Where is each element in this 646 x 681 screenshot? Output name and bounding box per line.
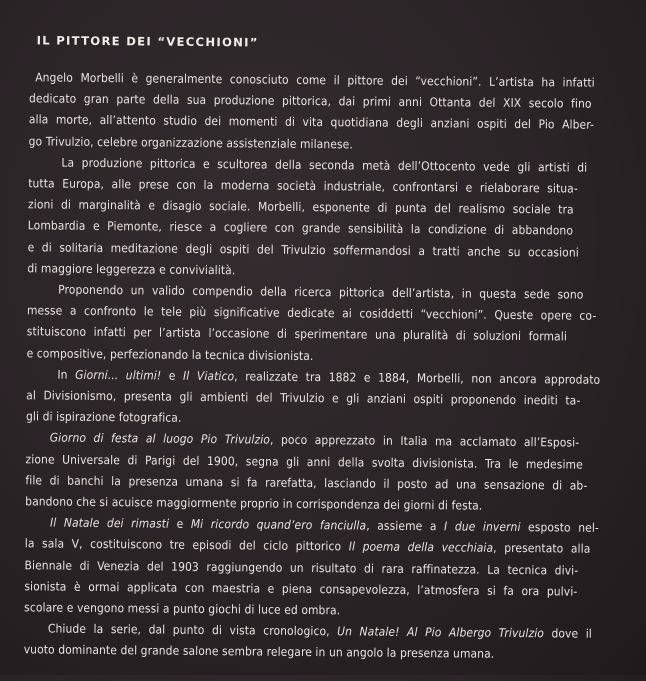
text-run: e (169, 516, 191, 532)
text-run: zioni di marginalità e disagio sociale. Morbelli, esponente di punta del realismo sociale tra (27, 197, 574, 217)
text-run: sionista è ormai applicata con maestria e piena consapevolezza, l’atmosfera si fa ora pulvi- (24, 579, 578, 599)
text-line (28, 112, 595, 133)
text-run: messe a confronto le tele più significative dedicate ai cosiddetti “vecchioni”. Queste opere co- (26, 303, 597, 323)
artwork-title: Giorni... ultimi! (75, 367, 162, 383)
text-line (25, 496, 482, 512)
text-line (27, 239, 579, 260)
text-line (49, 430, 580, 450)
text-run: stituiscono infatti per l’artista l’occasione di sperimentare una pluralità di soluzioni formali (26, 324, 568, 344)
text-run: file di banchi la presenza umana si fa rarefatta, lasciando il posto ad una sensazione di ab- (25, 473, 588, 493)
text-run: In (57, 367, 76, 382)
text-line (24, 581, 577, 598)
text-run: La produzione pittorica e scultorea della seconda metà dell’Ottocento vede gli artisti di (61, 155, 588, 175)
text-run: e compositive, perfezionando la tecnica divisionista. (26, 345, 314, 363)
text-run: vuoto dominante del grande salone sembra relegare in un angolo la presenza umana. (23, 642, 495, 662)
text-line (35, 72, 595, 89)
artwork-title: Giorno di festa al luogo Pio Trivulzio (49, 430, 271, 448)
artwork-title: Il Viatico (182, 368, 235, 384)
text-line (28, 199, 574, 216)
text-line (23, 642, 495, 662)
text-run: bandono che si acuisce maggiormente proprio in corrispondenza dei giorni di festa. (25, 494, 483, 513)
text-run: scolare e vengono messi a punto giochi di luce ed ombra. (24, 600, 341, 618)
text-run: , assieme a (366, 518, 445, 534)
text-line (26, 390, 580, 407)
text-line (58, 282, 584, 302)
text-run: e di solitaria meditazione degli ospiti del Trivulzio soffermandosi a tratti anche su occasioni (27, 239, 579, 260)
text-run: di maggiore leggerezza e convivialità. (27, 261, 236, 278)
text-line (26, 324, 568, 344)
text-line (57, 369, 600, 386)
text-line (29, 93, 592, 110)
text-run: esposto nel- (520, 520, 599, 535)
text-run: gli di ispirazione fotografica. (25, 409, 182, 425)
text-run: , presentato alla (493, 541, 591, 557)
text-run: go Trivulzio, celebre organizzazione assistenziale milanese. (28, 133, 353, 151)
text-run: zione Universale di Parigi del 1900, segna gli anni della svolta divisionista. Tra le medesime (25, 451, 583, 472)
text-run: tutta Europa, alle prese con la moderna società industriale, confrontarsi e rielaborare situa- (28, 176, 578, 196)
text-line (24, 602, 340, 617)
text-run: dedicato gran parte della sua produzione pittorica, dai primi anni Ottanta del XIX secolo fino (28, 91, 592, 111)
artwork-title: Il poema della vecchiaia (348, 539, 494, 556)
text-run: Angelo Morbelli è generalmente conosciuto come il pittore dei “vecchioni”. L’artista ha infatti (35, 70, 595, 90)
text-line (26, 411, 182, 424)
artwork-title: Mi ricordo quand’ero fanciulla (190, 517, 367, 533)
panel-title: IL PITTORE DEI “VECCHIONI” (36, 33, 259, 50)
text-run: Lombardia e Piemonte, riesce a cogliere con grande sensibilità la condizione di abbandono (27, 218, 574, 238)
text-run: , poco apprezzato in Italia ma acclamato all’Esposi- (269, 433, 580, 450)
text-line (27, 263, 235, 277)
text-line (26, 345, 314, 363)
text-line (27, 305, 596, 322)
artwork-title: Il Natale dei rimasti (49, 515, 170, 531)
artwork-title: I due inverni (444, 519, 521, 535)
text-run: dove il (543, 626, 593, 641)
text-line (28, 178, 578, 195)
text-line (49, 515, 599, 535)
artwork-title: Un Natale! Al Pio Albergo Trivulzio (337, 624, 545, 641)
text-run: la sala V, costituiscono tre episodi del ciclo pittorico (24, 536, 349, 554)
text-line (24, 557, 579, 578)
text-run: e (161, 368, 184, 383)
text-run: al Divisionismo, presenta gli ambienti del Trivulzio e gli anziani ospiti proponendo inediti ta- (26, 388, 581, 408)
text-line (28, 133, 353, 151)
text-run: alla morte, all’attento studio dei momenti di vita quotidiana degli anziani ospiti del Pio Alber- (28, 112, 595, 133)
text-run: Proponendo un valido compendio della ricerca pittorica dell’artista, in questa sede sono (58, 282, 584, 302)
text-run: Biennale di Venezia del 1903 raggiungendo un risultato di rara raffinatezza. La tecnica divi- (24, 557, 579, 578)
text-line (24, 536, 591, 557)
text-run: , realizzate tra 1882 e 1884, Morbelli, non ancora approdato (234, 369, 601, 387)
text-line (47, 621, 593, 641)
text-line (25, 451, 583, 472)
text-line (25, 475, 587, 492)
text-line (61, 157, 587, 174)
text-run: Chiude la serie, dal punto di vista cronologico, (47, 621, 338, 639)
text-line (27, 218, 574, 238)
